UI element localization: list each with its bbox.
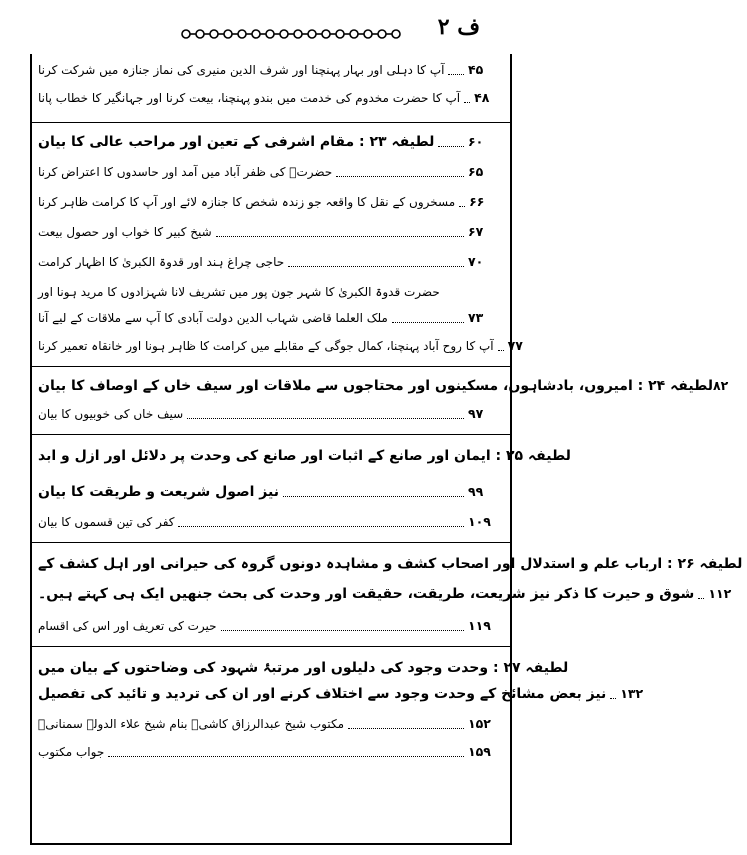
entry-page: ۶۶: [469, 194, 485, 209]
entry-title: آپ کا حضرت مخدوم کی خدمت میں بندو پہنچنا، بیعت کرنا اور جہانگیر کا خطاب پانا: [38, 91, 461, 105]
entry-title: لطیفہ ۲۵ : ایمان اور صانع کے اثبات اور صانع کی وحدت پر دلائل اور ازل و ابد: [38, 448, 571, 464]
toc-entry[interactable]: [38, 282, 502, 302]
section-divider: [32, 646, 510, 647]
entry-page: ۴۵: [468, 62, 484, 77]
toc-entry[interactable]: [38, 252, 502, 272]
leader-dots: [187, 418, 464, 419]
toc-entry[interactable]: [38, 88, 502, 108]
toc-entry[interactable]: [38, 60, 502, 80]
section-divider: [32, 366, 510, 367]
toc-entry[interactable]: [38, 584, 732, 604]
entry-page: ۷۰: [468, 254, 484, 269]
entry-title: شوق و حیرت کا ذکر نیز شریعت، طریقت، حقیقت اور وحدت کی بحث جنھیں ایک ہی کہتے ہیں۔: [38, 586, 695, 602]
toc-entry[interactable]: [38, 192, 502, 212]
toc-entry[interactable]: [38, 132, 502, 152]
toc-entry[interactable]: [38, 554, 743, 574]
content-frame: [30, 54, 743, 845]
toc-entry[interactable]: [38, 482, 502, 502]
toc-entry[interactable]: [38, 336, 523, 356]
toc-entry[interactable]: [38, 308, 502, 328]
section-divider: [32, 122, 510, 123]
toc-entry[interactable]: [38, 658, 569, 678]
entry-title: حیرت کی تعریف اور اس کی اقسام: [38, 619, 217, 633]
entry-title: نیز اصول شریعت و طریقت کا بیان: [38, 484, 279, 500]
leader-dots: [698, 598, 704, 599]
toc-entry[interactable]: [38, 616, 502, 636]
entry-page: ۴۸: [474, 90, 490, 105]
leader-dots: [448, 74, 464, 75]
entry-title: آپ کا روح آباد پہنچنا، کمال جوگی کے مقابلے میں کرامت کا ظاہر ہونا اور خانقاہ تعمیر کرنا: [38, 339, 494, 353]
entry-title: لطیفہ ۲۶ : ارباب علم و استدلال اور اصحاب کشف و مشاہدہ دونوں گروہ کی حیرانی اور اہل کشف کے: [38, 556, 743, 572]
entry-title: لطیفہ ۲۴ : امیروں، بادشاہوں، مسکینوں اور محتاجوں سے ملاقات اور سیف خاں کے اوصاف کا بیان: [38, 378, 713, 394]
leader-dots: [459, 206, 465, 207]
entry-title: لطیفہ ۲۷ : وحدت وجود کی دلیلوں اور مرتبۂ شہود کی وضاحتوں کے بیان میں: [38, 660, 569, 676]
entry-title: مسخروں کے نقل کا واقعہ جو زندہ شخص کا جنازہ لائے اور آپ کا کرامت ظاہر کرنا: [38, 195, 456, 209]
entry-title: آپ کا دہلی اور بہار پہنچنا اور شرف الدین منیری کی نماز جنازہ میں شرکت کرنا: [38, 63, 445, 77]
leader-dots: [438, 146, 464, 147]
leader-dots: [392, 322, 464, 323]
entry-title: جواب مکتوب: [38, 745, 105, 759]
entry-page: ۷۳: [468, 310, 484, 325]
entry-page: ۱۱۲: [708, 586, 732, 601]
entry-title: سیف خاں کی خوبیوں کا بیان: [38, 407, 184, 421]
leader-dots: [336, 176, 464, 177]
entry-title: نیز بعض مشائخ کے وحدت وجود سے اختلاف کرنے اور ان کی تردید و تائید کی تفصیل: [38, 686, 607, 702]
leader-dots: [108, 756, 464, 757]
entry-page: ۶۷: [468, 224, 484, 239]
toc-list: [32, 54, 743, 843]
entry-title: لطیفہ ۲۳ : مقام اشرفی کے تعین اور مراحب عالی کا بیان: [38, 134, 435, 150]
entry-title: کفر کی تین قسموں کا بیان: [38, 515, 175, 529]
entry-title: حاجی چراغ ہند اور قدوۃ الکبریٰ کا اظہار کرامت: [38, 255, 285, 269]
section-divider: [32, 542, 510, 543]
entry-page: ۱۱۹: [468, 618, 491, 633]
leader-dots: [498, 350, 504, 351]
toc-entry[interactable]: [38, 376, 729, 396]
toc-entry[interactable]: [38, 162, 502, 182]
entry-page: ۷۷: [507, 338, 523, 353]
page-header: [0, 14, 540, 44]
leader-dots: [610, 698, 616, 699]
entry-page: ۸۲: [712, 378, 729, 393]
page-label: ف ۲: [437, 14, 480, 40]
leader-dots: [283, 496, 464, 497]
entry-page: ۶۵: [468, 164, 484, 179]
chain-ornament: [180, 28, 410, 40]
entry-title: حضرتؒ کی ظفر آباد میں آمد اور حاسدوں کا اعتراض کرنا: [38, 165, 333, 179]
toc-entry[interactable]: [38, 404, 502, 424]
toc-entry[interactable]: [38, 714, 502, 734]
leader-dots: [221, 630, 464, 631]
toc-entry[interactable]: [38, 684, 644, 704]
toc-entry[interactable]: [38, 512, 502, 532]
entry-title: حضرت قدوۃ الکبریٰ کا شہر جون پور میں تشریف لانا شہزادوں کا مرید ہونا اور: [38, 285, 440, 299]
entry-page: ۹۹: [468, 484, 484, 499]
toc-entry[interactable]: [38, 742, 502, 762]
entry-page: ۱۵۹: [468, 744, 491, 759]
entry-page: ۹۷: [468, 406, 484, 421]
entry-page: ۱۰۹: [468, 514, 491, 529]
entry-page: ۱۵۲: [468, 716, 491, 731]
leader-dots: [178, 526, 464, 527]
entry-title: مکتوب شیخ عبدالرزاق کاشیؒ بنام شیخ علاء الدولہ سمنانیؒ: [38, 717, 345, 731]
entry-title: ملک العلما قاضی شہاب الدین دولت آبادی کا آپ سے ملاقات کے لیے آنا: [38, 311, 388, 325]
section-divider: [32, 434, 510, 435]
leader-dots: [216, 236, 464, 237]
leader-dots: [348, 728, 464, 729]
leader-dots: [464, 102, 470, 103]
leader-dots: [288, 266, 464, 267]
entry-page: ۶۰: [468, 134, 484, 149]
toc-entry[interactable]: [38, 446, 571, 466]
entry-title: شیخ کبیر کا خواب اور حصول بیعت: [38, 225, 212, 239]
toc-entry[interactable]: [38, 222, 502, 242]
entry-page: ۱۳۲: [620, 686, 644, 701]
